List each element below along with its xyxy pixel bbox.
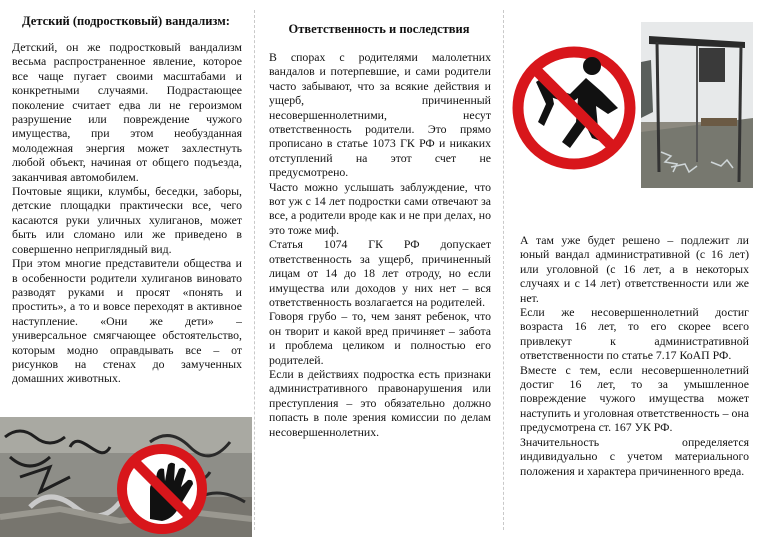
- stop-vandal-sign: [508, 22, 636, 192]
- paragraph: При этом многие представители общества и в особенности родители хулиганов виновато разводят руками и просят «понять и простить», а то и вовсе переходят в активное наступление. «Они же дети» – универсальное смягчающее обстоятельство, которым модно оправдывать все – от рисунков на стенах до замученных домашних животных.: [12, 256, 242, 386]
- paragraph: Почтовые ящики, клумбы, беседки, заборы, детские площадки практически все, чего касаются руки уличных хулиганов, может быть или сломано или же приведено в совершенно неприглядный вид.: [12, 184, 242, 256]
- paragraph: Если в действиях подростка есть признаки административного правонарушения или преступления – это обязательно должно попасть в поле зрения комиссии по делам несовершеннолетних.: [269, 366, 491, 439]
- column-responsibility: [258, 0, 500, 537]
- consequences-text: [520, 233, 749, 513]
- paragraph: Вместе с тем, если несовершеннолетний достиг 16 лет, то за умышленное повреждение чужого имущества может наступить и уголовная ответственность – она предусмотрена ст. 167 УК РФ.: [520, 362, 749, 435]
- paragraph: Говоря грубо – то, чем занят ребенок, что он творит и какой вред причиняет – забота и проблема целиком и полностью его родителей.: [269, 309, 491, 367]
- fold-divider: [503, 10, 504, 530]
- paragraph: Если же несовершеннолетний достиг возраста 16 лет, то его скорее всего привлекут к административной ответственности по статье 7.17 КоАП РФ.: [520, 305, 749, 363]
- broken-bus-stop-photo: [641, 22, 753, 188]
- paragraph: Часто можно услышать заблуждение, что вот уж с 14 лет подростки сами отвечают за все, а родители вроде как и не при делах, но это тоже миф.: [269, 179, 491, 237]
- paragraph: Значительность определяется индивидуально с учетом материального положения и характера причиненного вреда.: [520, 434, 749, 478]
- no-vandalism-sign-icon: [122, 449, 202, 529]
- heading-responsibility: Ответственность и последствия: [288, 22, 470, 36]
- column-vandalism: [0, 0, 252, 537]
- paragraph: Детский, он же подростковый вандализм весьма распространенное явление, которое все чаще пугает своими масштабами и конкретными случаями. Подрастающее поколение считает едва ли не героизмом разрушение или повреждение чужого имущества, при этом необузданная молодежная энергия может захлестнуть любой объект, начиная от общего подъезда, заканчивая автомобилем.: [12, 40, 242, 184]
- paragraph: Статья 1074 ГК РФ допускает ответственность за ущерб, причиненный лицам от 14 до 18 лет отроду, но если имущества или доходов у них нет – вся ответственность возлагается на родителей.: [269, 237, 491, 309]
- graffiti-wall-photo: [0, 417, 252, 537]
- column-consequences: [508, 0, 760, 537]
- prohibition-sign-icon: [518, 52, 630, 164]
- responsibility-text: [269, 50, 491, 480]
- paragraph: В спорах с родителями малолетних вандалов и потерпевшие, и сами родители часто забывают, что за всякие действия и ущерб, причиненный несовершеннолетними, несут ответственность родители. Это прямо прописано в статье 1073 ГК РФ и никаких отступлений на этот счет не предусмотрено.: [269, 50, 491, 180]
- heading-vandalism: Детский (подростковый) вандализм:: [22, 14, 230, 28]
- paragraph: А там уже будет решено – подлежит ли юный вандал административной (с 16 лет) или уголовной (с 16 лет, а в некоторых случаях и с 14 лет) ответственности или же нет.: [520, 233, 749, 305]
- fold-divider: [254, 10, 255, 530]
- vandalism-text: [12, 40, 242, 412]
